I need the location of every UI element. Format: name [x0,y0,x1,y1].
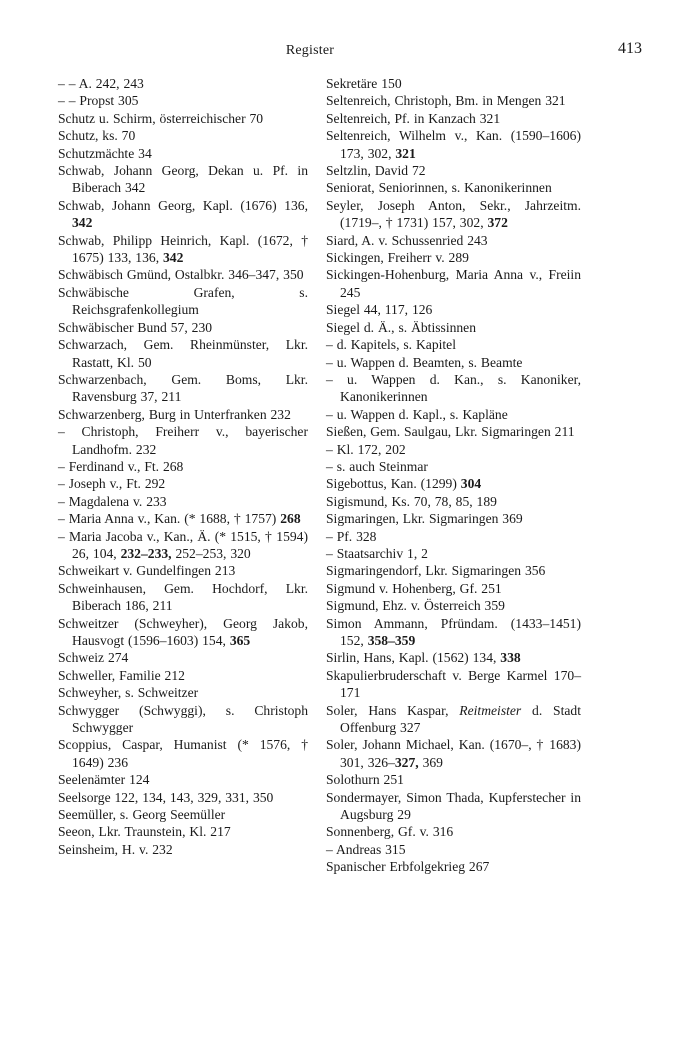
index-entry: Schwarzenbach, Gem. Boms, Lkr. Ravensburg 37, 211 [58,371,308,405]
index-entry: Schwäbisch Gmünd, Ostalbkr. 346–347, 350 [58,267,304,283]
index-entry: Schwarzach, Gem. Rheinmünster, Lkr. Rastatt, Kl. 50 [58,337,308,370]
index-entry: Solothurn 251 [326,772,404,788]
index-entry: – u. Wappen d. Kapl., s. Kapläne [326,406,508,422]
index-entry: Schweyher, s. Schweitzer [58,685,199,701]
index-entry: – u. Wappen d. Kan., s. Kanoniker, Kanonikerinnen [326,371,581,405]
index-entry: Schweinhausen, Gem. Hochdorf, Lkr. Biberach 186, 211 [58,580,308,614]
page-header [0,40,700,64]
index-entry: Seemüller, s. Georg Seemüller [58,807,226,823]
index-entry: Schwäbische Grafen, s. Reichsgrafenkollegium [58,284,308,318]
index-entry: Siard, A. v. Schussenried 243 [326,232,488,248]
index-entry: Schwygger (Schwyggi), s. Christoph Schwygger [58,702,308,736]
index-entry: Sickingen-Hohenburg, Maria Anna v., Freiin 245 [326,267,581,300]
index-entry: Schwarzenberg, Burg in Unterfranken 232 [58,406,291,422]
index-entry: Seltenreich, Wilhelm v., Kan. (1590–1606) 173, 302, 321 [326,128,581,161]
index-entry: Seelenämter 124 [58,772,150,788]
index-entry: Spanischer Erbfolgekrieg 267 [326,859,490,875]
index-entry: – Magdalena v. 233 [58,493,167,509]
index-entry: – Christoph, Freiherr v., bayerischer Landhofm. 232 [58,424,308,457]
index-column-left [58,75,308,858]
index-entry: Sigismund, Ks. 70, 78, 85, 189 [326,493,497,509]
index-entry: Sießen, Gem. Saulgau, Lkr. Sigmaringen 211 [326,424,575,440]
index-entry: Sigmund v. Hohenberg, Gf. 251 [326,580,502,596]
index-entry: Schweitzer (Schweyher), Georg Jakob, Hausvogt (1596–1603) 154, 365 [58,615,308,648]
index-entry: – d. Kapitels, s. Kapitel [326,337,456,353]
index-entry: Seltenreich, Christoph, Bm. in Mengen 321 [326,93,566,109]
index-entry: Schutzmächte 34 [58,145,152,161]
index-column-right [326,75,581,876]
index-entry: Seelsorge 122, 134, 143, 329, 331, 350 [58,789,274,805]
index-entry: Sondermayer, Simon Thada, Kupferstecher in Augsburg 29 [326,789,581,823]
index-entry: Seltzlin, David 72 [326,163,426,179]
index-entry: Sigmaringendorf, Lkr. Sigmaringen 356 [326,563,546,579]
index-entry: Schwab, Johann Georg, Dekan u. Pf. in Biberach 342 [58,163,308,196]
index-entry: Seniorat, Seniorinnen, s. Kanonikerinnen [326,180,552,196]
index-entry: – Ferdinand v., Ft. 268 [58,458,184,474]
index-entry: – – A. 242, 243 [58,76,144,91]
index-entry: Schwab, Johann Georg, Kapl. (1676) 136, 342 [58,197,308,231]
index-entry: Schutz, ks. 70 [58,128,136,144]
index-entry: Schwab, Philipp Heinrich, Kapl. (1672, † 1675) 133, 136, 342 [58,232,308,266]
index-entry: Schweiz 274 [58,650,129,666]
index-entry: – Joseph v., Ft. 292 [58,476,166,492]
running-head: Register [285,43,335,58]
index-entry: Skapulierbruderschaft v. Berge Karmel 170–171 [326,667,581,701]
index-entry: – s. auch Steinmar [326,458,428,474]
index-entry: Seinsheim, H. v. 232 [58,841,173,857]
index-entry: Seltenreich, Pf. in Kanzach 321 [326,110,501,126]
index-entry: – Maria Jacoba v., Kan., Ä. (* 1515, † 1594) 26, 104, 232–233, 252–253, 320 [58,528,308,561]
index-entry: – – Propst 305 [58,93,139,109]
index-entry: Siegel d. Ä., s. Äbtissinnen [326,319,477,335]
index-entry: Schutz u. Schirm, österreichischer 70 [58,110,264,126]
index-entry: Sigmund, Ehz. v. Österreich 359 [326,598,505,614]
index-entry: Seeon, Lkr. Traunstein, Kl. 217 [58,824,231,840]
index-entry: Simon Ammann, Pfründam. (1433–1451) 152, 358–359 [326,615,581,648]
index-entry: – Pf. 328 [326,528,377,544]
index-entry: – Kl. 172, 202 [326,441,406,457]
index-entry: – Andreas 315 [326,841,406,857]
index-entry: Siegel 44, 117, 126 [326,302,433,318]
page-number: 413 [618,40,642,57]
index-entry: Sekretäre 150 [326,76,402,91]
index-entry: Sirlin, Hans, Kapl. (1562) 134, 338 [326,650,521,666]
index-entry: – Staatsarchiv 1, 2 [326,545,428,561]
index-entry: Schweikart v. Gundelfingen 213 [58,563,236,579]
index-entry: Schwäbischer Bund 57, 230 [58,319,213,335]
index-entry: Schweller, Familie 212 [58,667,185,683]
index-entry: Soler, Johann Michael, Kan. (1670–, † 1683) 301, 326–327, 369 [326,737,581,770]
index-entry: Scoppius, Caspar, Humanist (* 1576, † 1649) 236 [58,737,308,770]
index-entry: – Maria Anna v., Kan. (* 1688, † 1757) 268 [58,511,301,527]
index-entry: Soler, Hans Kaspar, Reitmeister d. Stadt Offenburg 327 [326,702,581,736]
index-entry: Sonnenberg, Gf. v. 316 [326,824,454,840]
index-entry: Sickingen, Freiherr v. 289 [326,250,469,266]
index-entry: Sigebottus, Kan. (1299) 304 [326,476,482,492]
index-entry: Sigmaringen, Lkr. Sigmaringen 369 [326,511,523,527]
index-entry: – u. Wappen d. Beamten, s. Beamte [326,354,523,370]
index-entry: Seyler, Joseph Anton, Sekr., Jahrzeitm. (1719–, † 1731) 157, 302, 372 [326,197,581,231]
